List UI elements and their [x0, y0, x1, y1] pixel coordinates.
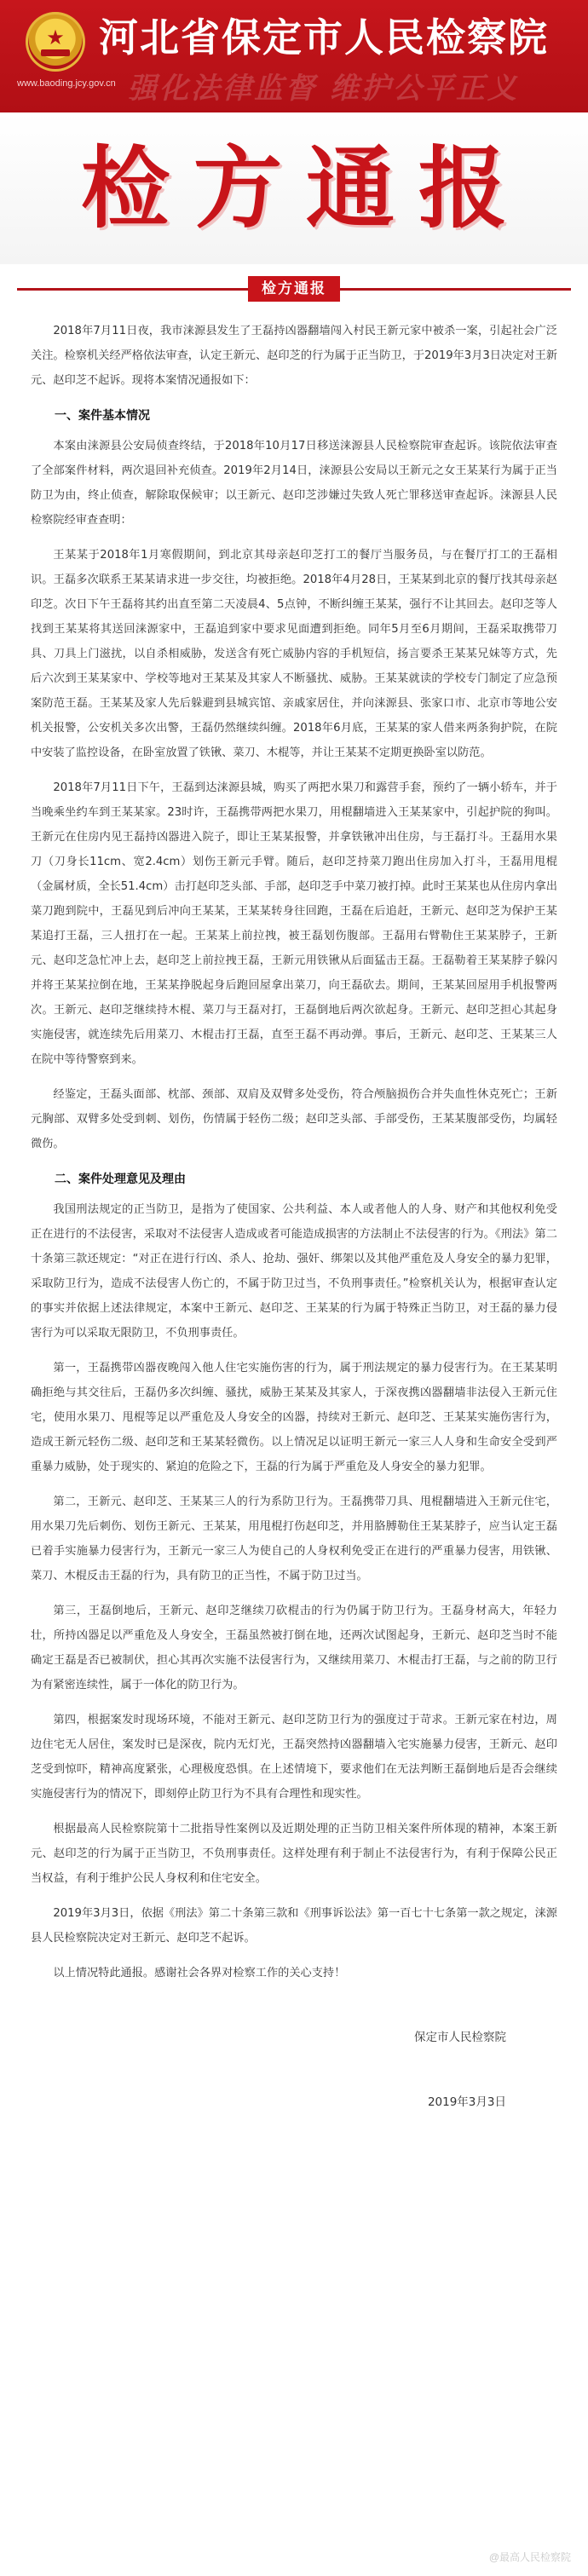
body-paragraph: 第一，王磊携带凶器夜晚闯入他人住宅实施伤害的行为，属于刑法规定的暴力侵害行为。在王某某明确拒绝与其交往后，王磊仍多次纠缠、骚扰，威胁王某某及其家人，于深夜携凶器翻墙非法侵入王新元住宅，使用水果刀、甩棍等足以严重危及人身安全的凶器，持续对王新元、赵印芝、王某某实施伤害行为，造成王新元轻伤二级、赵印芝和王某某轻微伤。以上情况足以证明王新元一家三人人身和生命安全受到严重暴力威胁，处于现实的、紧迫的危险之下，王磊的行为属于严重危及人身安全的暴力犯罪。: [31, 1362, 557, 1473]
banner-url: www.baoding.jcy.gov.cn: [17, 78, 116, 89]
header-banner: [0, 0, 588, 112]
body-paragraph: 第二，王新元、赵印芝、王某某三人的行为系防卫行为。王磊携带刀具、甩棍翻墙进入王新元住宅，用水果刀先后刺伤、划伤王新元、王某某，用甩棍打伤赵印芝，并用胳膊勒住王某某脖子，应当认定王磊已着手实施暴力侵害行为，王新元一家三人为使自己的人身权利免受正在进行的严重暴力侵害，用铁锹、菜刀、木棍反击王磊的行为，具有防卫的正当性，不属于防卫过当。: [31, 1495, 557, 1582]
body-paragraph: 经鉴定，王磊头面部、枕部、颈部、双肩及双臂多处受伤，符合颅脑损伤合并失血性休克死亡；王新元胸部、双臂多处受到刺、划伤，伤情属于轻伤二级；赵印芝头部、手部受伤，王某某腹部受伤，均属轻微伤。: [31, 1088, 557, 1150]
body-paragraph: 2018年7月11日夜，我市涞源县发生了王磊持凶器翻墙闯入村民王新元家中被杀一案，引起社会广泛关注。检察机关经严格依法审查，认定王新元、赵印芝的行为属于正当防卫，于2019年3月3日决定对王新元、赵印芝不起诉。现将本案情况通报如下：: [31, 325, 557, 387]
procuratorate-emblem-icon: ★: [26, 12, 85, 72]
report-body: [0, 314, 588, 2115]
body-paragraph: 第四，根据案发时现场环境，不能对王新元、赵印芝防卫行为的强度过于苛求。王新元家在村边，周边住宅无人居住，案发时已是深夜，院内无灯光，王磊突然持凶器翻墙入宅实施暴力侵害，王新元、赵印芝受到惊吓，精神高度紧张，心理极度恐惧。在上述情境下，要求他们在无法判断王磊倒地后是否会继续实施侵害行为的情况下，即刻停止防卫行为不具有合理性和现实性。: [31, 1714, 557, 1801]
body-paragraph: 以上情况特此通报。感谢社会各界对检察工作的关心支持！: [53, 1967, 346, 1980]
section-heading: 一、案件基本情况: [55, 409, 150, 423]
body-paragraph: 2019年3月3日，依据《刑法》第二十条第三款和《刑事诉讼法》第一百七十七条第一款之规定，涞源县人民检察院决定对王新元、赵印芝不起诉。: [31, 1907, 557, 1945]
body-paragraph: 我国刑法规定的正当防卫，是指为了使国家、公共利益、本人或者他人的人身、财产和其他权利免受正在进行的不法侵害，采取对不法侵害人造成或者可能造成损害的方法制止不法侵害的行为。《刑法》第二十条第三款还规定：“对正在进行行凶、杀人、抢劫、强奸、绑架以及其他严重危及人身安全的暴力犯罪，采取防卫行为，造成不法侵害人伤亡的，不属于防卫过当，不负刑事责任。”检察机关认为，根据审查认定的事实并依据上述法律规定，本案中王新元、赵印芝、王某某的行为属于特殊正当防卫，对王磊的暴力侵害行为可以采取无限防卫，不负刑事责任。: [31, 1203, 557, 1340]
paragraph-list: [31, 319, 557, 1985]
banner-slogan: 强化法律监督 维护公平正义: [128, 72, 519, 106]
body-paragraph: 2018年7月11日下午，王磊到达涞源县城，购买了两把水果刀和露营手套，预约了一辆小轿车，并于当晚乘坐约车到王某某家。23时许，王磊携带两把水果刀，用棍翻墙进入王某某家中，引起护院的狗叫。王新元在住房内见王磊持凶器进入院子，即让王某某报警，并拿铁锹冲出住房，与王磊打斗。王磊用水果刀（刀身长11cm、宽2.4cm）划伤王新元手臂。随后，赵印芝持菜刀跑出住房加入打斗，王磊用甩棍（金属材质，全长51.4cm）击打赵印芝头部、手部，赵印芝手中菜刀被打掉。此时王某某也从住房内拿出菜刀跑到院中，王磊见到后冲向王某某，王某某转身往回跑，王磊在后追赶，王新元、赵印芝为保护王某某追打王磊，三人扭打在一起。王某某上前拉拽，被王磊划伤腹部。王磊用右臂勒住王某某脖子，王新元、赵印芝急忙冲上去，赵印芝上前拉拽王磊，王新元用铁锹从后面猛击王磊。王磊勒着王某某脖子躲闪并将王某某拉倒在地，王某某挣脱起身后跑回屋拿出菜刀，向王磊砍去。期间，王某某回屋用手机报警两次。王新元、赵印芝继续持木棍、菜刀与王磊对打，王磊倒地后两次欲起身。王新元、赵印芝担心其起身实施侵害，就连续先后用菜刀、木棍击打王磊，直至王磊不再动弹。事后，王新元、赵印芝、王某某三人在院中等待警察到来。: [31, 781, 557, 1066]
signature-date: 2019年3月3日: [427, 2095, 506, 2109]
headline-section: [0, 112, 588, 264]
report-headline: 检方通报: [80, 136, 531, 240]
body-paragraph: 本案由涞源县公安局侦查终结，于2018年10月17日移送涞源县人民检察院审查起诉。该院依法审查了全部案件材料，两次退回补充侦查。2019年2月14日，涞源县公安局以王新元之女王某某行为属于正当防卫为由，终止侦查，解除取保候审；以王新元、赵印芝涉嫌过失致人死亡罪移送审查起诉。涞源县人民检察院经审查查明：: [31, 440, 557, 527]
banner-title: 河北省保定市人民检察院: [99, 14, 549, 61]
section-heading: 二、案件处理意见及理由: [55, 1173, 186, 1186]
body-paragraph: 第三，王磊倒地后，王新元、赵印芝继续刀砍棍击的行为仍属于防卫行为。王磊身材高大，年轻力壮，所持凶器足以严重危及人身安全，王磊虽然被打倒在地，还两次试图起身，王新元、赵印芝当时不能确定王磊是否已被制伏，担心其再次实施不法侵害行为，又继续用菜刀、木棍击打王磊，与之前的防卫行为有紧密连续性，属于一体化的防卫行为。: [31, 1605, 557, 1691]
section-label-row: [0, 264, 588, 314]
section-label: 检方通报: [248, 276, 340, 302]
body-paragraph: 根据最高人民检察院第十二批指导性案例以及近期处理的正当防卫相关案件所体现的精神，本案王新元、赵印芝的行为属于正当防卫，不负刑事责任。这样处理有利于制止不法侵害行为，有利于保障公民正当权益，有利于维护公民人身权利和住宅安全。: [31, 1823, 557, 1885]
watermark: @最高人民检察院: [488, 2551, 571, 2563]
body-paragraph: 王某某于2018年1月寒假期间，到北京其母亲赵印芝打工的餐厅当服务员，与在餐厅打工的王磊相识。王磊多次联系王某某请求进一步交往，均被拒绝。2018年4月28日，王某某到北京的餐厅找其母亲赵印芝。次日下午王磊将其约出直至第二天凌晨4、5点钟，不断纠缠王某某，强行不让其回去。赵印芝等人找到王某某将其送回涞源家中，王磊追到家中要求见面遭到拒绝。同年5月至6月期间，王磊采取携带刀具、刀具上门滋扰，以自杀相威胁，发送含有死亡威胁内容的手机短信，扬言要杀王某某兄妹等方式，先后六次到王某某家中、学校等地对王某某及其家人不断骚扰、威胁。王某某就读的学校专门制定了应急预案防范王磊。王某某及家人先后躲避到县城宾馆、亲戚家居住，并向涞源县、张家口市、北京市等地公安机关报警，公安机关多次出警，王磊仍然继续纠缠。2018年6月底，王某某的家人借来两条狗护院，在院中安装了监控设备，在卧室放置了铁锹、菜刀、木棍等，并让王某某不定期更换卧室以防范。: [31, 549, 557, 759]
signature-org: 保定市人民检察院: [414, 2031, 506, 2044]
